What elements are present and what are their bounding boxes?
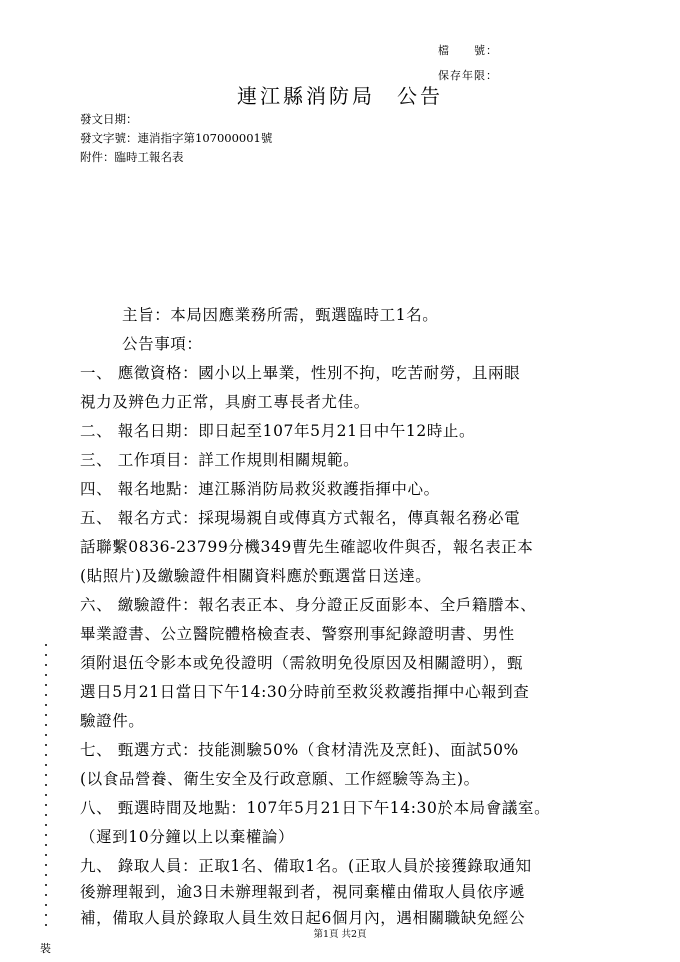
attachment: 附件：臨時工報名表 xyxy=(80,150,184,164)
body-line: 七、 甄選方式：技能測驗50%（食材清洗及烹飪)、面試50% xyxy=(80,741,519,759)
issue-number: 發文字號：連消指字第107000001號 xyxy=(80,131,273,145)
body-line: 後辦理報到，逾3日未辦理報到者，視同棄權由備取人員依序遞 xyxy=(80,883,526,901)
page-number: 第1頁 共2頁 xyxy=(313,929,367,940)
issue-date: 發文日期： xyxy=(80,112,138,126)
body-line: 二、 報名日期：即日起至107年5月21日中午12時止。 xyxy=(80,422,476,440)
body-line: 補，備取人員於錄取人員生效日起6個月內，遇相關職缺免經公 xyxy=(80,909,526,927)
body-line: 三、 工作項目：詳工作規則相關規範。 xyxy=(80,451,360,469)
body-line: 六、 繳驗證件：報名表正本、身分證正反面影本、全戶籍謄本、 xyxy=(80,596,537,614)
body-line: (以食品營養、衛生安全及行政意願、工作經驗等為主)。 xyxy=(80,770,480,788)
document-type: 公告 xyxy=(397,84,443,108)
body-line: 話聯繫0836-23799分機349曹先生確認收件與否，報名表正本 xyxy=(80,538,534,556)
body-line: 視力及辨色力正常，具廚工專長者尤佳。 xyxy=(80,393,370,411)
body-line: （遲到10分鐘以上以棄權論） xyxy=(80,828,295,846)
items-heading: 公告事項： xyxy=(122,335,203,353)
body-line: (貼照片)及繳驗證件相關資料應於甄選當日送達。 xyxy=(80,567,432,585)
body-line: 八、 甄選時間及地點：107年5月21日下午14:30於本局會議室。 xyxy=(80,799,551,817)
body-line: 五、 報名方式：採現場親自或傳真方式報名，傳真報名務必電 xyxy=(80,509,521,527)
document-title xyxy=(0,80,680,109)
body-line: 驗證件。 xyxy=(80,712,145,730)
body-line: 四、 報名地點：連江縣消防局救災救護指揮中心。 xyxy=(80,480,440,498)
binding-dots xyxy=(45,640,47,930)
body-line: 選日5月21日當日下午14:30分時前至救災救護指揮中心報到查 xyxy=(80,683,530,701)
body-line: 一、 應徵資格：國小以上畢業，性別不拘，吃苦耐勞，且兩眼 xyxy=(80,364,521,382)
body-line: 須附退伍令影本或免役證明（需敘明免役原因及相關證明），甄 xyxy=(80,654,524,672)
binding-line xyxy=(40,640,52,955)
retention-period-label: 保存年限： xyxy=(438,69,498,82)
body-line: 九、 錄取人員：正取1名、備取1名。(正取人員於接獲錄取通知 xyxy=(80,857,532,875)
subject-line: 主旨：本局因應業務所需，甄選臨時工1名。 xyxy=(122,306,439,324)
binding-mark: 裝 xyxy=(40,942,51,955)
file-number-label: 檔 號： xyxy=(438,44,498,57)
agency-name: 連江縣消防局 xyxy=(237,84,375,108)
body-line: 畢業證書、公立醫院體格檢查表、警察刑事紀錄證明書、男性 xyxy=(80,625,515,643)
